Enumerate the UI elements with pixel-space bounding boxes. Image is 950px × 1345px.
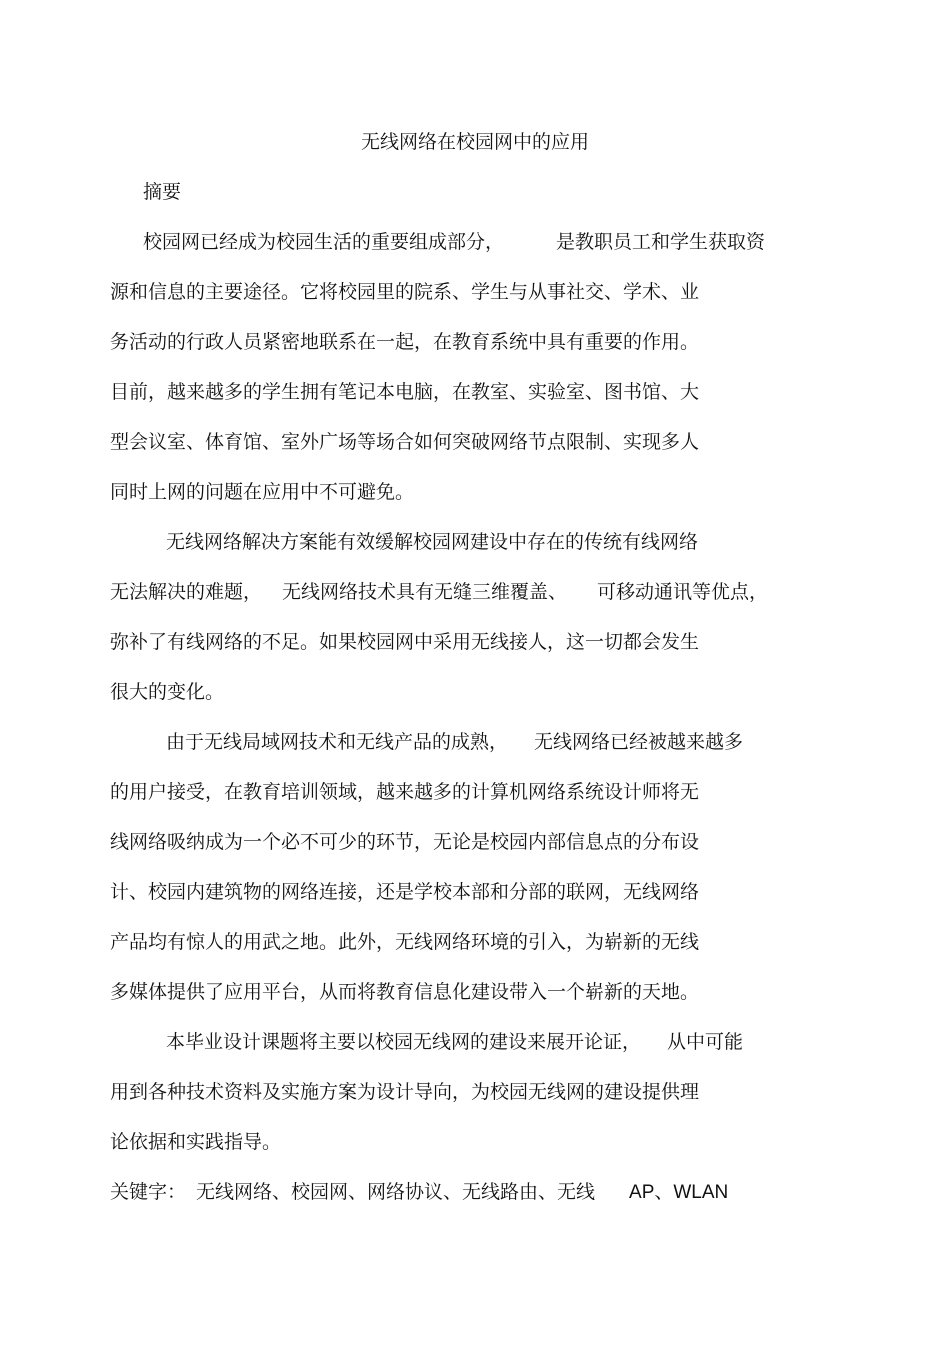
keywords-cjk: 无线网络、校园网、网络协议、无线路由、无线: [196, 1181, 596, 1203]
document-title: 无线网络在校园网中的应用: [360, 131, 589, 153]
paragraph-1-line-6: 同时上网的问题在应用中不可避免。: [110, 481, 415, 503]
text-segment: 无法解决的难题，: [110, 581, 263, 603]
text-segment: 本毕业设计课题将主要以校园无线网的建设来展开论证，: [166, 1031, 642, 1053]
paragraph-2-line-3: 弥补了有线网络的不足。如果校园网中采用无线接人，这一切都会发生: [110, 631, 700, 653]
paragraph-1-line-5: 型会议室、体育馆、室外广场等场合如何突破网络节点限制、实现多人: [110, 431, 700, 453]
paragraph-1-line-3: 务活动的行政人员紧密地联系在一起，在教育系统中具有重要的作用。: [110, 331, 700, 353]
keywords-line: [110, 1178, 728, 1207]
paragraph-3-line-3: 线网络吸纳成为一个必不可少的环节，无论是校园内部信息点的分布设: [110, 831, 700, 853]
paragraph-2-line-1: 无线网络解决方案能有效缓解校园网建设中存在的传统有线网络: [166, 531, 699, 553]
paragraph-3-line-2: 的用户接受，在教育培训领域，越来越多的计算机网络系统设计师将无: [110, 781, 700, 803]
text-segment: 从中可能: [667, 1031, 744, 1053]
paragraph-4-line-1: [166, 1028, 743, 1056]
paragraph-1-line-2: 源和信息的主要途径。它将校园里的院系、学生与从事社交、学术、业: [110, 281, 700, 303]
keywords-label: 关键字：: [110, 1181, 187, 1203]
keywords-latin: AP、WLAN: [629, 1182, 729, 1203]
paragraph-3-line-1: [166, 728, 743, 756]
text-segment: 校园网已经成为校园生活的重要组成部分，: [143, 231, 505, 253]
text-segment: 无线网络已经被越来越多: [534, 731, 744, 753]
paragraph-3-line-4: 计、校园内建筑物的网络连接，还是学校本部和分部的联网，无线网络: [110, 881, 700, 903]
text-segment: 由于无线局域网技术和无线产品的成熟，: [166, 731, 509, 753]
text-segment: 无线网络技术具有无缝三维覆盖、: [282, 581, 568, 603]
paragraph-2-line-4: 很大的变化。: [110, 681, 225, 703]
paragraph-2-line-2: [110, 578, 768, 606]
text-segment: 可移动通讯等优点，: [597, 581, 769, 603]
abstract-heading: 摘要: [143, 181, 182, 203]
paragraph-1-line-1: [143, 228, 765, 256]
paragraph-4-line-3: 论依据和实践指导。: [110, 1131, 282, 1153]
paragraph-1-line-4: 目前，越来越多的学生拥有笔记本电脑，在教室、实验室、图书馆、大: [110, 381, 700, 403]
paragraph-3-line-6: 多媒体提供了应用平台，从而将教育信息化建设带入一个崭新的天地。: [110, 981, 700, 1003]
paragraph-3-line-5: 产品均有惊人的用武之地。此外，无线网络环境的引入，为崭新的无线: [110, 931, 700, 953]
text-segment: 是教职员工和学生获取资: [556, 231, 766, 253]
paragraph-4-line-2: 用到各种技术资料及实施方案为设计导向，为校园无线网的建设提供理: [110, 1081, 700, 1103]
